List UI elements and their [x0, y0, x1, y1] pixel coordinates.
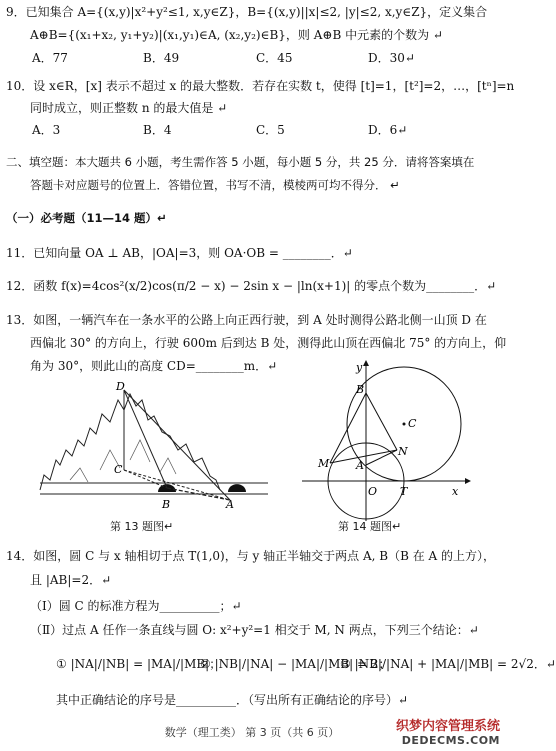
q14-answer-line: 其中正确结论的序号是__________．（写出所有正确结论的序号）↵: [56, 693, 409, 707]
q14-line2: 且 |AB|=2．↵: [30, 573, 112, 587]
q9-option-b: B．49: [143, 51, 180, 65]
page-footer: 数学（理工类） 第 3 页（共 6 页）: [164, 726, 340, 739]
q9-option-a: A．77: [32, 51, 68, 65]
fig14-label-c: C: [408, 417, 417, 430]
q14-line1: 14．如图，圆 C 与 x 轴相切于点 T(1,0)，与 y 轴正半轴交于两点 A, B（B 在 A 的上方），: [6, 549, 496, 563]
fig13-label-b: B: [162, 498, 171, 511]
figure-13: [30, 380, 270, 510]
fig13-label-a: A: [226, 498, 234, 511]
q12: 12．函数 f(x)=4cos²(x/2)cos(π/2 − x) − 2sin x − |ln(x+1)| 的零点个数为________．↵: [6, 279, 497, 293]
fig14-label-t: T: [400, 485, 408, 498]
section2-intro-cont: 答题卡对应题号的位置上．答错位置，书写不清，模棱两可均不得分． ↵: [30, 178, 400, 192]
fig14-caption: 第 14 题图↵: [338, 520, 402, 533]
required-subsection-title: （一）必考题（11—14 题）↵: [6, 211, 167, 225]
q14-conclusion-2: ② |NB|/|NA| − |MA|/|MB| = 2；: [200, 657, 391, 671]
q13-line3: 角为 30°，则此山的高度 CD=________m．↵: [30, 359, 278, 373]
fig14-label-x: x: [452, 485, 459, 498]
q9-line2: A⊕B={(x₁+x₂, y₁+y₂)|(x₁,y₁)∈A, (x₂,y₂)∈B}，则 A⊕B 中元素的个数为 ↵: [30, 28, 443, 42]
fig13-label-d: D: [116, 380, 125, 393]
q14-part1: （Ⅰ）圆 C 的标准方程为__________；↵: [30, 599, 242, 613]
q13-line2: 西偏北 30° 的方向上，行驶 600m 后到达 B 处，测得此山顶在西偏北 75° 的方向上，仰: [30, 336, 507, 350]
q9-option-d: D．30↵: [368, 51, 415, 65]
q10-option-d: D．6↵: [368, 123, 408, 137]
q14-conclusion-3: ③ |NB|/|NA| + |MA|/|MB| = 2√2．↵: [340, 657, 556, 671]
fig13-label-c: C: [114, 463, 123, 476]
fig14-label-n: N: [398, 445, 408, 458]
figure-14: [300, 355, 480, 525]
fig14-label-a: A: [356, 459, 364, 472]
fig14-label-m: M: [318, 457, 330, 470]
q14-conclusion-1: ① |NA|/|NB| = |MA|/|MB|；: [56, 657, 222, 671]
q9-line1: 9．已知集合 A={(x,y)|x²+y²≤1, x,y∈Z}，B={(x,y)||x|≤2, |y|≤2, x,y∈Z}，定义集合: [6, 5, 488, 19]
q10-line2: 同时成立，则正整数 n 的最大值是 ↵: [30, 101, 228, 115]
q10-option-a: A．3: [32, 123, 61, 137]
q11: 11．已知向量 OA ⊥ AB，|OA|=3，则 OA·OB = ________．↵: [6, 246, 353, 260]
section2-intro: 二、填空题：本大题共 6 小题，考生需作答 5 小题，每小题 5 分，共 25 分．请将答案填在: [6, 155, 475, 169]
watermark-title: 织梦内容管理系统: [395, 719, 500, 734]
q10-line1: 10．设 x∈R，[x] 表示不超过 x 的最大整数．若存在实数 t，使得 [t]=1，[t²]=2，…，[tⁿ]=n: [6, 79, 515, 93]
q10-option-c: C．5: [256, 123, 285, 137]
fig14-label-b: B: [356, 383, 365, 396]
fig14-label-o: O: [368, 485, 378, 498]
q9-option-c: C．45: [256, 51, 293, 65]
watermark-logo: [396, 715, 500, 747]
q10-option-b: B．4: [143, 123, 172, 137]
watermark-domain: DEDECMS.COM: [401, 734, 500, 747]
fig14-label-y: y: [356, 361, 363, 374]
q13-line1: 13．如图，一辆汽车在一条水平的公路上向正西行驶，到 A 处时测得公路北侧一山顶 D 在: [6, 313, 487, 327]
q14-part2: （Ⅱ）过点 A 任作一条直线与圆 O: x²+y²=1 相交于 M, N 两点，下列三个结论：↵: [30, 623, 479, 637]
fig13-caption: 第 13 题图↵: [110, 520, 174, 533]
